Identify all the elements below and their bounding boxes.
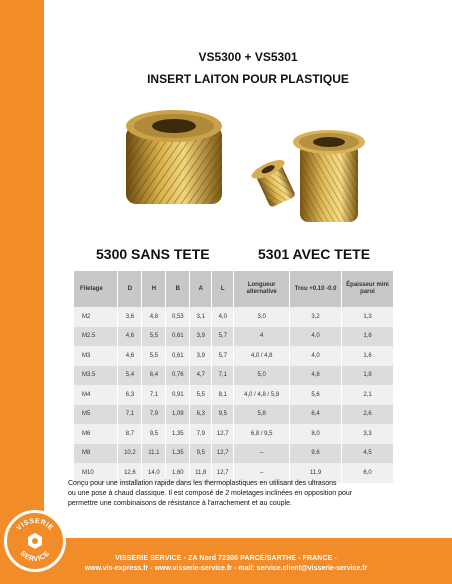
table-cell: 9,6 <box>290 444 342 464</box>
table-cell: M2 <box>74 307 118 327</box>
table-cell: 12,7 <box>212 424 234 444</box>
table-cell: 5,5 <box>190 385 212 405</box>
table-cell: 6,3 <box>190 405 212 425</box>
table-cell: 1,8 <box>342 366 394 386</box>
table-cell: 7,1 <box>142 385 166 405</box>
footer-address: VISSERIE SERVICE - ZA Nord 72300 PARCÉ/SARTHE - FRANCE - <box>115 555 337 562</box>
table-cell: M10 <box>74 463 118 483</box>
table-cell: 9,5 <box>190 444 212 464</box>
insert-5300-photo <box>114 100 234 220</box>
table-cell: 8,0 <box>290 424 342 444</box>
table-cell: 5,0 <box>234 366 290 386</box>
insert-5301-photo <box>246 120 376 230</box>
table-row <box>74 366 394 386</box>
table-cell: 4,6 <box>118 327 142 347</box>
table-cell: 6,0 <box>342 463 394 483</box>
table-cell: 6,4 <box>142 366 166 386</box>
dimensions-table <box>74 271 394 483</box>
table-cell: 4,8 <box>290 366 342 386</box>
table-cell: 8,7 <box>118 424 142 444</box>
table-row <box>74 385 394 405</box>
table-cell: 5,6 <box>290 385 342 405</box>
table-cell: 0,61 <box>166 327 190 347</box>
footer-links: www.vis-express.fr - www.visserie-service.fr - mail: service.client@visserie-service.fr <box>84 565 368 572</box>
table-cell: 4 <box>234 327 290 347</box>
table-cell: 9,5 <box>142 424 166 444</box>
page-title: VS5300 + VS5301 <box>198 50 298 64</box>
table-cell: 10,2 <box>118 444 142 464</box>
table-cell: 4,5 <box>342 444 394 464</box>
table-cell: 1,6 <box>342 327 394 347</box>
column-header: Filetage <box>74 271 118 307</box>
table-cell: 1,35 <box>166 424 190 444</box>
table-row <box>74 327 394 347</box>
product-5301-label: 5301 AVEC TETE <box>258 246 371 262</box>
table-cell: M8 <box>74 444 118 464</box>
table-cell: M3.5 <box>74 366 118 386</box>
table-cell: 0,61 <box>166 346 190 366</box>
table-cell: 1,3 <box>342 307 394 327</box>
column-header: B <box>166 271 190 307</box>
table-cell: 1,60 <box>166 463 190 483</box>
table-cell: 5,7 <box>212 346 234 366</box>
table-body <box>74 307 394 483</box>
table-cell: M3 <box>74 346 118 366</box>
table-cell: 4,0 <box>212 307 234 327</box>
orange-sidebar <box>0 0 44 584</box>
table-cell: – <box>234 463 290 483</box>
table-cell: 4,0 <box>290 327 342 347</box>
logo-text-top: VISSERIE <box>15 517 55 533</box>
table-cell: 3,6 <box>118 307 142 327</box>
table-cell: 12,7 <box>212 444 234 464</box>
logo-text-bottom: SERVICE <box>18 550 52 564</box>
column-header: D <box>118 271 142 307</box>
table-cell: 11,1 <box>142 444 166 464</box>
table-row <box>74 444 394 464</box>
table-cell: M4 <box>74 385 118 405</box>
table-cell: 4,7 <box>190 366 212 386</box>
table-cell: M6 <box>74 424 118 444</box>
description-line: Conçu pour une installation rapide dans les thermoplastiques en utilisant des ultrasons <box>68 480 337 487</box>
page-subtitle: INSERT LAITON POUR PLASTIQUE <box>147 72 349 86</box>
table-cell: 5,4 <box>118 366 142 386</box>
table-cell: 4,0 <box>290 346 342 366</box>
product-description <box>68 479 398 509</box>
table-cell: 3,2 <box>290 307 342 327</box>
table-cell: 1,35 <box>166 444 190 464</box>
table-cell: 12,6 <box>118 463 142 483</box>
table-cell: 3,1 <box>190 307 212 327</box>
column-header: Longueur alternative <box>234 271 290 307</box>
table-cell: M2.5 <box>74 327 118 347</box>
table-cell: 14,0 <box>142 463 166 483</box>
table-cell: 2,1 <box>342 385 394 405</box>
table-cell: 1,6 <box>342 346 394 366</box>
table-cell: 9,5 <box>212 405 234 425</box>
table-cell: 6,8 / 9,5 <box>234 424 290 444</box>
table-cell: 4,0 / 4,8 <box>234 346 290 366</box>
table-cell: 0,76 <box>166 366 190 386</box>
table-cell: 1,09 <box>166 405 190 425</box>
description-line: permettre une combinaisons de résistance à l'arrachement et au couple. <box>68 500 292 507</box>
table-cell: 8,1 <box>212 385 234 405</box>
table-row <box>74 405 394 425</box>
table-cell: 4,6 <box>118 346 142 366</box>
table-row <box>74 307 394 327</box>
table-cell: 7,9 <box>142 405 166 425</box>
table-cell: 6,4 <box>290 405 342 425</box>
table-cell: 5,7 <box>212 327 234 347</box>
table-row <box>74 424 394 444</box>
description-line: ou une pose à chaud classique. Il est composé de 2 moletages inclinées en opposition pour <box>68 490 353 497</box>
table-cell: 11,9 <box>290 463 342 483</box>
table-cell: 3,9 <box>190 327 212 347</box>
column-header: A <box>190 271 212 307</box>
table-cell: 6,3 <box>118 385 142 405</box>
table-cell: – <box>234 444 290 464</box>
table-cell: 5,5 <box>142 327 166 347</box>
product-5300-label: 5300 SANS TETE <box>96 246 210 262</box>
table-cell: 5,8 <box>234 405 290 425</box>
table-cell: 5,5 <box>142 346 166 366</box>
logo-emblem-icon <box>7 513 63 569</box>
column-header: Épaisseur mini paroi <box>342 271 394 307</box>
table-cell: 0,53 <box>166 307 190 327</box>
column-header: Trou +0.10 -0.0 <box>290 271 342 307</box>
svg-text:SERVICE <box>19 550 52 563</box>
table-cell: 3,3 <box>342 424 394 444</box>
table-cell: 7,9 <box>190 424 212 444</box>
table-cell: 11,8 <box>190 463 212 483</box>
column-header: L <box>212 271 234 307</box>
table-cell: 4,8 <box>142 307 166 327</box>
table-cell: M5 <box>74 405 118 425</box>
table-cell: 7,1 <box>212 366 234 386</box>
table-cell: 7,1 <box>118 405 142 425</box>
table-cell: 12,7 <box>212 463 234 483</box>
table-header-row <box>74 271 394 307</box>
table-cell: 4,0 / 4,8 / 5,8 <box>234 385 290 405</box>
table-row <box>74 346 394 366</box>
table-cell: 2,6 <box>342 405 394 425</box>
company-logo <box>4 510 66 572</box>
svg-text:VISSERIE <box>16 518 55 532</box>
column-header: H <box>142 271 166 307</box>
table-cell: 3,0 <box>234 307 290 327</box>
table-cell: 3,9 <box>190 346 212 366</box>
table-cell: 0,91 <box>166 385 190 405</box>
